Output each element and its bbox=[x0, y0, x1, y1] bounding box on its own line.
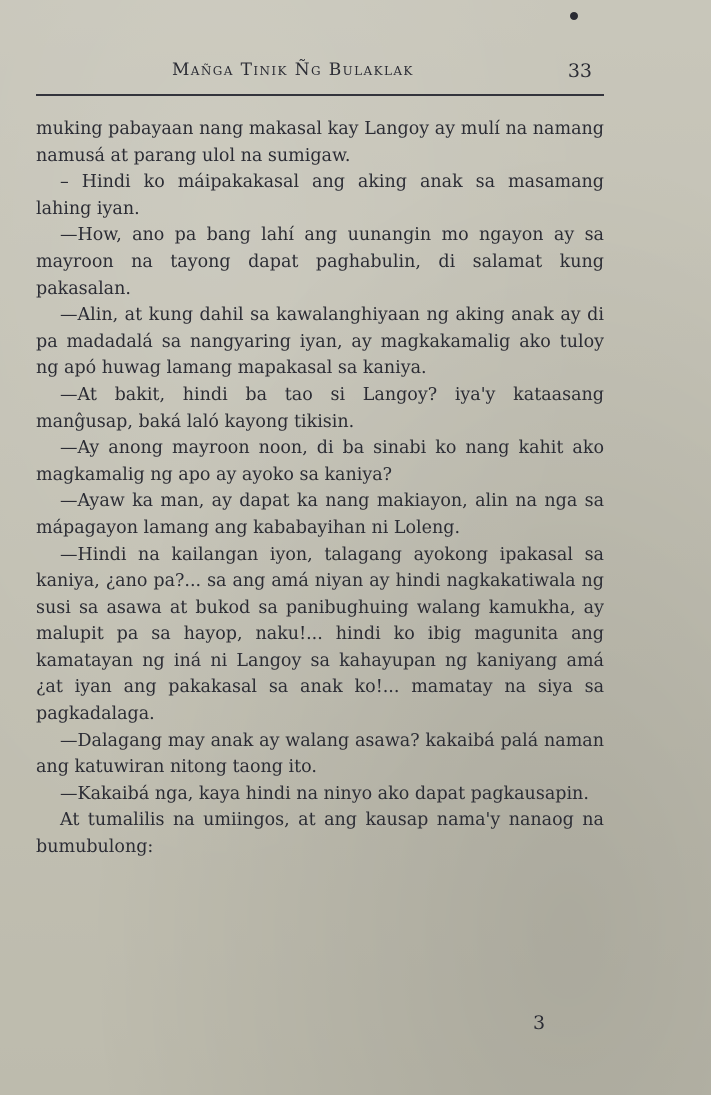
paragraph-4: —Alin, at kung dahil sa kawalanghiyaan ng aking anak ay di pa madadalá sa nangyaring iyan, ay magkakamalig ako tuloy ng apó huwag lamang mapakasal sa kaniya. bbox=[36, 305, 604, 379]
header-rule bbox=[36, 94, 604, 96]
paragraph-6: —Ay anong mayroon noon, di ba sinabi ko nang kahit ako magkamalig ng apo ay ayoko sa kaniya? bbox=[36, 438, 604, 485]
paragraph-8: —Hindi na kailangan iyon, talagang ayokong ipakasal sa kaniya, ¿ano pa?... sa ang amá niyan ay hindi nagkakatiwala ng susi sa asawa at bukod sa panibughuing walang kamukha, ay malupit pa sa hayop, naku!... hindi ko ibig magunita ang kamatayan ng iná ni Langoy sa kahayupan ng kaniyang amá ¿at iyan ang pakakasal sa anak ko!... mamatay na siya sa pagkadalaga. bbox=[36, 544, 604, 725]
page-number: 33 bbox=[567, 60, 592, 82]
running-title: Mañga Tinik Ñg Bulaklak bbox=[172, 60, 414, 80]
paragraph-9: —Dalagang may anak ay walang asawa? kakaibá palá naman ang katuwiran nitong taong ito. bbox=[36, 730, 604, 778]
paragraph-1: muking pabayaan nang makasal kay Langoy ay mulí na namang namusá at parang ulol na sumigaw. bbox=[36, 119, 604, 166]
paragraph-3: —How, ano pa bang lahí ang uunangin mo ngayon ay sa mayroon na tayong dapat paghabulin, di salamat kung pakasalan. bbox=[36, 225, 604, 299]
paragraph-10: —Kakaibá nga, kaya hindi na ninyo ako dapat pagkausapin. bbox=[60, 783, 589, 804]
running-header bbox=[36, 60, 606, 86]
body-text bbox=[36, 116, 604, 861]
paragraph-7: —Ayaw ka man, ay dapat ka nang makiayon, alin na nga sa mápagayon lamang ang kababayihan ni Loleng. bbox=[36, 491, 604, 538]
paragraph-2: – Hindi ko máipakakasal ang aking anak sa masamang lahing iyan. bbox=[36, 172, 604, 219]
signature-mark: 3 bbox=[533, 1012, 546, 1034]
ink-dot bbox=[570, 12, 578, 20]
paragraph-5: —At bakit, hindi ba tao si Langoy? iya'y kataasang manĝusap, baká laló kayong tikisin. bbox=[36, 384, 604, 432]
paragraph-11: At tumalilis na umiingos, at ang kausap nama'y nanaog na bumubulong: bbox=[36, 810, 604, 858]
